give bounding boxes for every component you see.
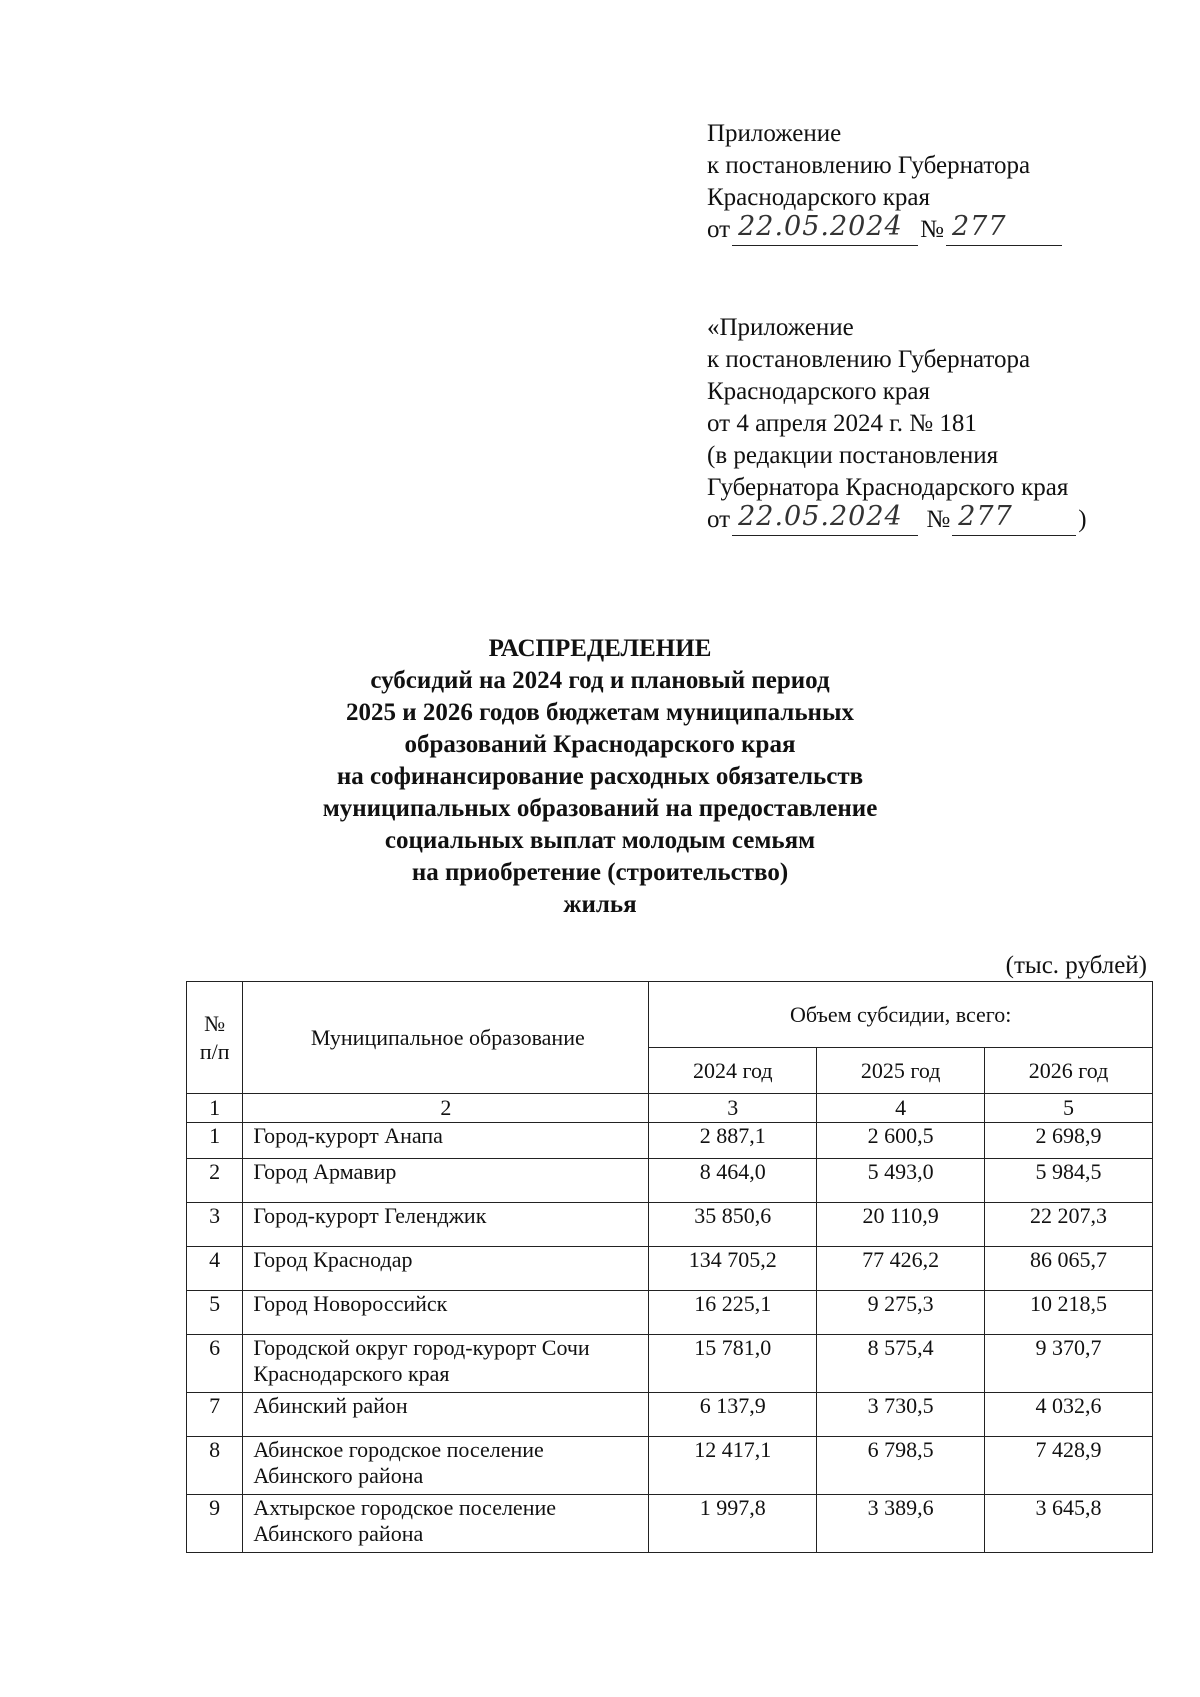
from-prefix: от xyxy=(707,506,731,533)
value-2025: 6 798,5 xyxy=(817,1437,985,1495)
value-2025: 8 575,4 xyxy=(817,1335,985,1393)
col-number: 2 xyxy=(243,1094,649,1123)
table-row xyxy=(187,1247,1153,1291)
value-2025: 5 493,0 xyxy=(817,1159,985,1203)
row-number: 1 xyxy=(187,1123,243,1159)
row-number: 2 xyxy=(187,1159,243,1203)
col-header-group: Объем субсидии, всего: xyxy=(649,982,1153,1048)
value-2024: 134 705,2 xyxy=(649,1247,817,1291)
table-row xyxy=(187,1291,1153,1335)
row-number: 6 xyxy=(187,1335,243,1393)
value-2024: 1 997,8 xyxy=(649,1495,817,1553)
row-number: 8 xyxy=(187,1437,243,1495)
handwritten-date: 22.05.2024 xyxy=(738,211,903,242)
annex-ref-line: Краснодарского края xyxy=(707,184,930,211)
value-2025: 20 110,9 xyxy=(817,1203,985,1247)
number-field xyxy=(952,501,1076,536)
col-number: 5 xyxy=(985,1094,1153,1123)
handwritten-number: 277 xyxy=(951,211,1007,242)
title-line: образований Краснодарского края xyxy=(404,731,796,758)
col-number: 3 xyxy=(649,1094,817,1123)
table-row xyxy=(187,1393,1153,1437)
title-line: на софинансирование расходных обязательств xyxy=(336,763,864,790)
municipality-name: Город-курорт Геленджик xyxy=(243,1203,649,1247)
col-header-name: Муниципальное образование xyxy=(243,982,649,1094)
annex-title: «Приложение xyxy=(707,314,854,341)
subsidy-table xyxy=(186,981,1153,1553)
col-header-2024: 2024 год xyxy=(649,1048,817,1094)
annex-date-line xyxy=(707,501,1087,536)
annex-ref-line: (в редакции постановления xyxy=(707,442,999,469)
row-number: 7 xyxy=(187,1393,243,1437)
annex-ref-line: от 4 апреля 2024 г. № 181 xyxy=(707,410,977,437)
number-label: № xyxy=(926,506,951,533)
value-2024: 35 850,6 xyxy=(649,1203,817,1247)
title-line: на приобретение (строительство) xyxy=(411,859,789,886)
title-heading: РАСПРЕДЕЛЕНИЕ xyxy=(488,635,712,662)
value-2026: 2 698,9 xyxy=(985,1123,1153,1159)
title-line: жилья xyxy=(563,891,637,918)
value-2026: 10 218,5 xyxy=(985,1291,1153,1335)
col-header-2026: 2026 год xyxy=(985,1048,1153,1094)
table-row xyxy=(187,1123,1153,1159)
value-2026: 5 984,5 xyxy=(985,1159,1153,1203)
annex-header-original xyxy=(707,312,1087,536)
municipality-name: Ахтырское городское поселение Абинского района xyxy=(243,1495,649,1553)
value-2025: 3 389,6 xyxy=(817,1495,985,1553)
municipality-name: Город Краснодар xyxy=(243,1247,649,1291)
annex-ref-line: к постановлению Губернатора xyxy=(707,152,1031,179)
handwritten-number: 277 xyxy=(958,501,1013,532)
value-2024: 12 417,1 xyxy=(649,1437,817,1495)
value-2025: 77 426,2 xyxy=(817,1247,985,1291)
col-header-2025: 2025 год xyxy=(817,1048,985,1094)
value-2024: 16 225,1 xyxy=(649,1291,817,1335)
table-row xyxy=(187,1437,1153,1495)
closing-paren: ) xyxy=(1078,506,1087,533)
annex-ref-line: Губернатора Краснодарского края xyxy=(707,474,1069,501)
value-2024: 15 781,0 xyxy=(649,1335,817,1393)
municipality-name: Абинское городское поселение Абинского района xyxy=(243,1437,649,1495)
value-2026: 4 032,6 xyxy=(985,1393,1153,1437)
table-row xyxy=(187,1495,1153,1553)
title-line: муниципальных образований на предоставление xyxy=(322,795,878,822)
col-number: 1 xyxy=(187,1094,243,1123)
value-2026: 7 428,9 xyxy=(985,1437,1153,1495)
value-2024: 6 137,9 xyxy=(649,1393,817,1437)
value-2026: 9 370,7 xyxy=(985,1335,1153,1393)
annex-header-current xyxy=(707,118,1064,246)
row-number: 4 xyxy=(187,1247,243,1291)
annex-title: Приложение xyxy=(707,120,842,147)
column-number-row xyxy=(187,1094,1153,1123)
annex-date-line xyxy=(707,211,1064,246)
row-number: 5 xyxy=(187,1291,243,1335)
col-number: 4 xyxy=(817,1094,985,1123)
municipality-name: Город-курорт Анапа xyxy=(243,1123,649,1159)
value-2025: 3 730,5 xyxy=(817,1393,985,1437)
title-line: субсидий на 2024 год и плановый период xyxy=(370,667,830,694)
value-2026: 86 065,7 xyxy=(985,1247,1153,1291)
municipality-name: Городской округ город-курорт Сочи Краснодарского края xyxy=(243,1335,649,1393)
value-2026: 22 207,3 xyxy=(985,1203,1153,1247)
date-field xyxy=(732,211,918,246)
row-number: 3 xyxy=(187,1203,243,1247)
value-2024: 8 464,0 xyxy=(649,1159,817,1203)
value-2025: 9 275,3 xyxy=(817,1291,985,1335)
title-line: 2025 и 2026 годов бюджетам муниципальных xyxy=(346,699,854,726)
document-title xyxy=(300,633,900,921)
table-row xyxy=(187,1335,1153,1393)
units-label: (тыс. рублей) xyxy=(1005,952,1147,979)
value-2024: 2 887,1 xyxy=(649,1123,817,1159)
annex-ref-line: Краснодарского края xyxy=(707,378,930,405)
municipality-name: Абинский район xyxy=(243,1393,649,1437)
value-2025: 2 600,5 xyxy=(817,1123,985,1159)
table-row xyxy=(187,1203,1153,1247)
handwritten-date: 22.05.2024 xyxy=(738,501,903,532)
title-line: социальных выплат молодым семьям xyxy=(384,827,816,854)
table-row xyxy=(187,1159,1153,1203)
municipality-name: Город Новороссийск xyxy=(243,1291,649,1335)
date-field xyxy=(732,501,918,536)
annex-ref-line: к постановлению Губернатора xyxy=(707,346,1031,373)
from-prefix: от xyxy=(707,216,731,243)
number-field xyxy=(946,211,1062,246)
number-label: № xyxy=(920,216,944,243)
col-header-no: № п/п xyxy=(187,982,243,1094)
row-number: 9 xyxy=(187,1495,243,1553)
value-2026: 3 645,8 xyxy=(985,1495,1153,1553)
table-body xyxy=(187,1094,1153,1553)
municipality-name: Город Армавир xyxy=(243,1159,649,1203)
